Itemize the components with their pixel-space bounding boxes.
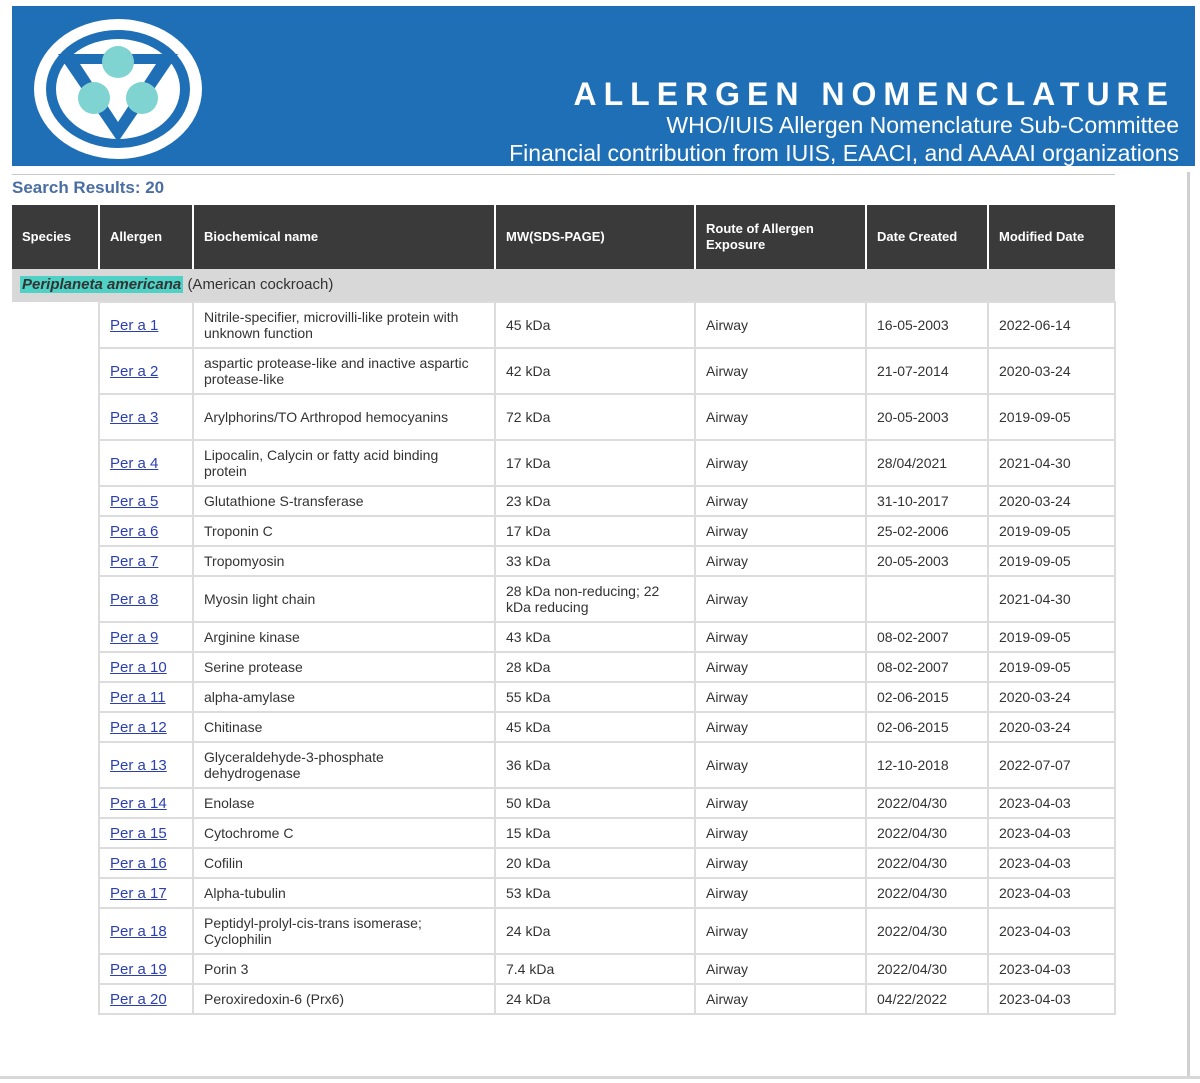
species-cell [12, 269, 1115, 302]
table-row [12, 742, 1115, 788]
allergen-cell [99, 302, 193, 348]
allergen-cell [99, 848, 193, 878]
modified-date-cell: 2023-04-03 [988, 788, 1115, 818]
mw-cell: 28 kDa non-reducing; 22 kDa reducing [495, 576, 695, 622]
species-cell-blank [12, 848, 99, 878]
species-cell-blank [12, 742, 99, 788]
route-cell: Airway [695, 984, 866, 1014]
table-row [12, 954, 1115, 984]
modified-date-cell: 2023-04-03 [988, 908, 1115, 954]
mw-cell: 50 kDa [495, 788, 695, 818]
header-modified-date: Modified Date [988, 205, 1115, 269]
route-cell: Airway [695, 908, 866, 954]
species-cell-blank [12, 878, 99, 908]
modified-date-cell: 2019-09-05 [988, 546, 1115, 576]
iuis-logo-icon [28, 14, 208, 164]
allergen-cell [99, 742, 193, 788]
date-created-cell: 2022/04/30 [866, 848, 988, 878]
mw-cell: 36 kDa [495, 742, 695, 788]
mw-cell: 24 kDa [495, 908, 695, 954]
table-header-row [12, 205, 1115, 269]
table-row [12, 788, 1115, 818]
species-cell-blank [12, 576, 99, 622]
biochemical-name-cell: Troponin C [193, 516, 495, 546]
modified-date-cell: 2023-04-03 [988, 848, 1115, 878]
table-row [12, 486, 1115, 516]
route-cell: Airway [695, 516, 866, 546]
date-created-cell: 08-02-2007 [866, 622, 988, 652]
table-row [12, 712, 1115, 742]
date-created-cell: 20-05-2003 [866, 546, 988, 576]
biochemical-name-cell: Peroxiredoxin-6 (Prx6) [193, 984, 495, 1014]
mw-cell: 15 kDa [495, 818, 695, 848]
table-row [12, 576, 1115, 622]
date-created-cell: 08-02-2007 [866, 652, 988, 682]
banner-funding: Financial contribution from IUIS, EAACI, and AAAAI organizations [509, 140, 1179, 166]
table-row [12, 302, 1115, 348]
modified-date-cell: 2021-04-30 [988, 576, 1115, 622]
biochemical-name-cell: alpha-amylase [193, 682, 495, 712]
species-cell-blank [12, 394, 99, 440]
biochemical-name-cell: Peptidyl-prolyl-cis-trans isomerase; Cyclophilin [193, 908, 495, 954]
mw-cell: 17 kDa [495, 440, 695, 486]
route-cell: Airway [695, 486, 866, 516]
allergen-link[interactable]: Per a 8 [110, 590, 159, 608]
route-cell: Airway [695, 440, 866, 486]
allergen-cell [99, 954, 193, 984]
allergen-cell [99, 712, 193, 742]
biochemical-name-cell: aspartic protease-like and inactive aspartic protease-like [193, 348, 495, 394]
modified-date-cell: 2020-03-24 [988, 486, 1115, 516]
biochemical-name-cell: Serine protease [193, 652, 495, 682]
allergen-cell [99, 394, 193, 440]
modified-date-cell: 2023-04-03 [988, 954, 1115, 984]
date-created-cell: 31-10-2017 [866, 486, 988, 516]
search-results-count: Search Results: 20 [12, 178, 165, 197]
date-created-cell: 2022/04/30 [866, 788, 988, 818]
date-created-cell: 2022/04/30 [866, 878, 988, 908]
mw-cell: 24 kDa [495, 984, 695, 1014]
modified-date-cell: 2021-04-30 [988, 440, 1115, 486]
biochemical-name-cell: Lipocalin, Calycin or fatty acid binding protein [193, 440, 495, 486]
biochemical-name-cell: Arginine kinase [193, 622, 495, 652]
biochemical-name-cell: Arylphorins/TO Arthropod hemocyanins [193, 394, 495, 440]
allergen-cell [99, 908, 193, 954]
species-cell-blank [12, 984, 99, 1014]
results-table [12, 205, 1116, 1015]
route-cell: Airway [695, 878, 866, 908]
species-row [12, 269, 1115, 302]
allergen-link[interactable]: Per a 1 [110, 316, 159, 334]
table-row [12, 440, 1115, 486]
route-cell: Airway [695, 954, 866, 984]
biochemical-name-cell: Chitinase [193, 712, 495, 742]
mw-cell: 33 kDa [495, 546, 695, 576]
site-banner [12, 6, 1195, 166]
mw-cell: 72 kDa [495, 394, 695, 440]
species-cell-blank [12, 622, 99, 652]
modified-date-cell: 2023-04-03 [988, 818, 1115, 848]
allergen-link[interactable]: Per a 16 [110, 854, 167, 872]
mw-cell: 7.4 kDa [495, 954, 695, 984]
allergen-link[interactable]: Per a 11 [110, 688, 166, 706]
allergen-cell [99, 440, 193, 486]
allergen-cell [99, 788, 193, 818]
allergen-link[interactable]: Per a 13 [110, 756, 167, 774]
table-row [12, 622, 1115, 652]
date-created-cell: 21-07-2014 [866, 348, 988, 394]
biochemical-name-cell: Porin 3 [193, 954, 495, 984]
mw-cell: 20 kDa [495, 848, 695, 878]
table-row [12, 348, 1115, 394]
date-created-cell: 02-06-2015 [866, 712, 988, 742]
modified-date-cell: 2022-07-07 [988, 742, 1115, 788]
mw-cell: 28 kDa [495, 652, 695, 682]
results-body [12, 269, 1115, 1014]
table-row [12, 984, 1115, 1014]
route-cell: Airway [695, 712, 866, 742]
allergen-cell [99, 878, 193, 908]
mw-cell: 53 kDa [495, 878, 695, 908]
allergen-link[interactable]: Per a 19 [110, 960, 167, 978]
allergen-link[interactable]: Per a 20 [110, 990, 167, 1008]
allergen-link[interactable]: Per a 5 [110, 492, 159, 510]
allergen-link[interactable]: Per a 12 [110, 718, 167, 736]
modified-date-cell: 2022-06-14 [988, 302, 1115, 348]
bottom-edge [0, 1076, 1200, 1079]
route-cell: Airway [695, 546, 866, 576]
species-cell-blank [12, 788, 99, 818]
modified-date-cell: 2019-09-05 [988, 622, 1115, 652]
header-allergen: Allergen [99, 205, 193, 269]
route-cell: Airway [695, 742, 866, 788]
allergen-link[interactable]: Per a 10 [110, 658, 167, 676]
species-cell-blank [12, 652, 99, 682]
banner-title: ALLERGEN NOMENCLATURE [573, 76, 1175, 112]
modified-date-cell: 2023-04-03 [988, 984, 1115, 1014]
route-cell: Airway [695, 652, 866, 682]
route-cell: Airway [695, 576, 866, 622]
species-cell-blank [12, 908, 99, 954]
allergen-link[interactable]: Per a 15 [110, 824, 167, 842]
header-date-created: Date Created [866, 205, 988, 269]
modified-date-cell: 2020-03-24 [988, 682, 1115, 712]
species-cell-blank [12, 954, 99, 984]
allergen-link[interactable]: Per a 2 [110, 362, 159, 380]
allergen-cell [99, 652, 193, 682]
table-row [12, 546, 1115, 576]
modified-date-cell: 2020-03-24 [988, 348, 1115, 394]
species-cell-blank [12, 348, 99, 394]
header-biochemical-name: Biochemical name [193, 205, 495, 269]
allergen-link[interactable]: Per a 3 [110, 408, 159, 426]
biochemical-name-cell: Cytochrome C [193, 818, 495, 848]
route-cell: Airway [695, 682, 866, 712]
modified-date-cell: 2019-09-05 [988, 394, 1115, 440]
modified-date-cell: 2020-03-24 [988, 712, 1115, 742]
allergen-cell [99, 348, 193, 394]
modified-date-cell: 2019-09-05 [988, 652, 1115, 682]
species-cell-blank [12, 486, 99, 516]
allergen-cell [99, 682, 193, 712]
mw-cell: 45 kDa [495, 302, 695, 348]
mw-cell: 45 kDa [495, 712, 695, 742]
mw-cell: 42 kDa [495, 348, 695, 394]
modified-date-cell: 2023-04-03 [988, 878, 1115, 908]
modified-date-cell: 2019-09-05 [988, 516, 1115, 546]
biochemical-name-cell: Cofilin [193, 848, 495, 878]
table-row [12, 394, 1115, 440]
mw-cell: 23 kDa [495, 486, 695, 516]
species-cell-blank [12, 302, 99, 348]
biochemical-name-cell: Glutathione S-transferase [193, 486, 495, 516]
date-created-cell: 2022/04/30 [866, 908, 988, 954]
date-created-cell: 04/22/2022 [866, 984, 988, 1014]
route-cell: Airway [695, 848, 866, 878]
date-created-cell: 2022/04/30 [866, 954, 988, 984]
allergen-cell [99, 486, 193, 516]
table-row [12, 878, 1115, 908]
biochemical-name-cell: Glyceraldehyde-3-phosphate dehydrogenase [193, 742, 495, 788]
biochemical-name-cell: Alpha-tubulin [193, 878, 495, 908]
allergen-link[interactable]: Per a 6 [110, 522, 159, 540]
biochemical-name-cell: Tropomyosin [193, 546, 495, 576]
route-cell: Airway [695, 818, 866, 848]
species-cell-blank [12, 818, 99, 848]
allergen-link[interactable]: Per a 17 [110, 884, 167, 902]
date-created-cell: 16-05-2003 [866, 302, 988, 348]
route-cell: Airway [695, 394, 866, 440]
species-cell-blank [12, 516, 99, 546]
route-cell: Airway [695, 788, 866, 818]
table-row [12, 818, 1115, 848]
date-created-cell: 28/04/2021 [866, 440, 988, 486]
biochemical-name-cell: Enolase [193, 788, 495, 818]
mw-cell: 43 kDa [495, 622, 695, 652]
divider [12, 174, 1115, 175]
allergen-cell [99, 622, 193, 652]
date-created-cell: 12-10-2018 [866, 742, 988, 788]
allergen-link[interactable]: Per a 9 [110, 628, 159, 646]
banner-subtitle: WHO/IUIS Allergen Nomenclature Sub-Committee [666, 112, 1179, 138]
header-route: Route of Allergen Exposure [695, 205, 866, 269]
mw-cell: 17 kDa [495, 516, 695, 546]
scrollbar-edge [1187, 172, 1190, 1077]
allergen-cell [99, 516, 193, 546]
route-cell: Airway [695, 302, 866, 348]
allergen-link[interactable]: Per a 14 [110, 794, 167, 812]
header-mw: MW(SDS-PAGE) [495, 205, 695, 269]
species-cell-blank [12, 440, 99, 486]
route-cell: Airway [695, 348, 866, 394]
species-cell-blank [12, 546, 99, 576]
table-row [12, 848, 1115, 878]
species-cell-blank [12, 712, 99, 742]
allergen-cell [99, 576, 193, 622]
header-species: Species [12, 205, 99, 269]
allergen-cell [99, 818, 193, 848]
route-cell: Airway [695, 622, 866, 652]
mw-cell: 55 kDa [495, 682, 695, 712]
biochemical-name-cell: Nitrile-specifier, microvilli-like protein with unknown function [193, 302, 495, 348]
table-row [12, 516, 1115, 546]
species-common-name: (American cockroach) [187, 276, 334, 293]
allergen-cell [99, 984, 193, 1014]
table-row [12, 682, 1115, 712]
species-scientific-name: Periplaneta americana [22, 276, 182, 293]
table-row [12, 652, 1115, 682]
table-row [12, 908, 1115, 954]
allergen-link[interactable]: Per a 18 [110, 922, 167, 940]
allergen-link[interactable]: Per a 4 [110, 454, 159, 472]
allergen-cell [99, 546, 193, 576]
date-created-cell [866, 576, 988, 622]
biochemical-name-cell: Myosin light chain [193, 576, 495, 622]
date-created-cell: 20-05-2003 [866, 394, 988, 440]
allergen-link[interactable]: Per a 7 [110, 552, 159, 570]
date-created-cell: 25-02-2006 [866, 516, 988, 546]
date-created-cell: 2022/04/30 [866, 818, 988, 848]
species-cell-blank [12, 682, 99, 712]
date-created-cell: 02-06-2015 [866, 682, 988, 712]
